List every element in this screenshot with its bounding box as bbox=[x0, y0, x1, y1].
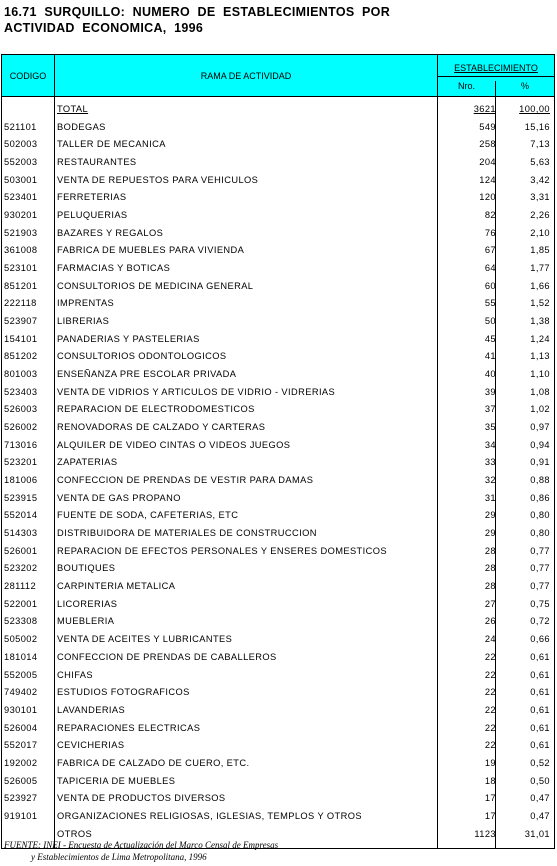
row-codigo: 552017 bbox=[4, 740, 38, 751]
row-pct: 1,24 bbox=[530, 333, 550, 344]
table-row bbox=[2, 172, 554, 190]
row-codigo: 523101 bbox=[4, 263, 38, 274]
row-rama: BAZARES Y REGALOS bbox=[57, 227, 164, 238]
table-row bbox=[2, 437, 554, 455]
row-rama: REPARACIONES ELECTRICAS bbox=[57, 722, 201, 733]
row-nro: 22 bbox=[484, 740, 496, 751]
row-rama: TAPICERIA DE MUEBLES bbox=[57, 775, 176, 786]
row-nro: 29 bbox=[484, 528, 496, 539]
row-codigo: 514303 bbox=[4, 528, 38, 539]
row-pct: 1,38 bbox=[530, 316, 550, 327]
row-codigo: 523403 bbox=[4, 386, 38, 397]
header-pct: % bbox=[520, 81, 529, 91]
row-rama: ORGANIZACIONES RELIGIOSAS, IGLESIAS, TEMPLOS Y OTROS bbox=[57, 810, 362, 821]
row-pct: 0,94 bbox=[530, 439, 550, 450]
row-rama: ESTUDIOS FOTOGRAFICOS bbox=[57, 687, 190, 698]
row-codigo: 523907 bbox=[4, 316, 38, 327]
header-divider bbox=[438, 76, 554, 77]
row-codigo: 523927 bbox=[4, 793, 38, 804]
row-nro: 19 bbox=[484, 757, 496, 768]
row-pct: 0,80 bbox=[530, 528, 550, 539]
table-row bbox=[2, 419, 554, 437]
source-line-2: y Establecimientos de Lima Metropolitana, 1996 bbox=[4, 852, 207, 862]
row-pct: 3,42 bbox=[530, 174, 550, 185]
row-nro: 40 bbox=[484, 369, 496, 380]
row-codigo: 523201 bbox=[4, 457, 38, 468]
table-row bbox=[2, 507, 554, 525]
row-nro: 22 bbox=[484, 722, 496, 733]
row-rama: VENTA DE GAS PROPANO bbox=[57, 492, 181, 503]
row-pct: 0,47 bbox=[530, 793, 550, 804]
row-nro: 35 bbox=[484, 422, 496, 433]
otros-pct: 31,01 bbox=[524, 828, 550, 839]
row-codigo: 526002 bbox=[4, 422, 38, 433]
row-pct: 0,61 bbox=[530, 687, 550, 698]
total-pct: 100,00 bbox=[519, 104, 550, 114]
row-nro: 28 bbox=[484, 545, 496, 556]
row-rama: REPARACION DE ELECTRODOMESTICOS bbox=[57, 404, 255, 415]
row-rama: FARMACIAS Y BOTICAS bbox=[57, 263, 171, 274]
row-rama: LICORERIAS bbox=[57, 598, 118, 609]
row-nro: 24 bbox=[484, 634, 496, 645]
table-row bbox=[2, 189, 554, 207]
table-body bbox=[2, 101, 554, 843]
row-codigo: 523202 bbox=[4, 563, 38, 574]
row-codigo: 523308 bbox=[4, 616, 38, 627]
row-rama: VENTA DE ACEITES Y LUBRICANTES bbox=[57, 634, 233, 645]
table-row bbox=[2, 401, 554, 419]
table-row bbox=[2, 119, 554, 137]
table-row bbox=[2, 578, 554, 596]
row-rama: CONFECCION DE PRENDAS DE CABALLEROS bbox=[57, 651, 277, 662]
row-rama: CARPINTERIA METALICA bbox=[57, 581, 176, 592]
row-rama: IMPRENTAS bbox=[57, 298, 115, 309]
row-nro: 50 bbox=[484, 316, 496, 327]
table-row bbox=[2, 472, 554, 490]
row-nro: 258 bbox=[479, 139, 496, 150]
total-label: TOTAL bbox=[57, 104, 89, 114]
row-nro: 29 bbox=[484, 510, 496, 521]
row-nro: 27 bbox=[484, 598, 496, 609]
row-nro: 17 bbox=[484, 793, 496, 804]
row-pct: 0,77 bbox=[530, 581, 550, 592]
row-nro: 45 bbox=[484, 333, 496, 344]
row-pct: 15,16 bbox=[524, 121, 550, 132]
row-codigo: 851202 bbox=[4, 351, 38, 362]
row-nro: 18 bbox=[484, 775, 496, 786]
row-pct: 0,86 bbox=[530, 492, 550, 503]
row-nro: 67 bbox=[484, 245, 496, 256]
row-nro: 26 bbox=[484, 616, 496, 627]
header-rama: RAMA DE ACTIVIDAD bbox=[55, 55, 438, 96]
row-nro: 22 bbox=[484, 669, 496, 680]
row-codigo: 526004 bbox=[4, 722, 38, 733]
row-pct: 0,61 bbox=[530, 669, 550, 680]
title-line-2: ACTIVIDAD ECONOMICA, 1996 bbox=[4, 21, 204, 35]
header-nro: Nro. bbox=[438, 81, 496, 96]
row-pct: 1,10 bbox=[530, 369, 550, 380]
row-nro: 60 bbox=[484, 280, 496, 291]
table-row bbox=[2, 649, 554, 667]
row-codigo: 552005 bbox=[4, 669, 38, 680]
row-pct: 1,77 bbox=[530, 263, 550, 274]
table-row bbox=[2, 667, 554, 685]
data-table bbox=[1, 54, 555, 849]
row-rama: PELUQUERIAS bbox=[57, 210, 128, 221]
row-pct: 0,61 bbox=[530, 651, 550, 662]
table-row bbox=[2, 278, 554, 296]
row-pct: 0,75 bbox=[530, 598, 550, 609]
row-nro: 41 bbox=[484, 351, 496, 362]
row-nro: 204 bbox=[479, 157, 496, 168]
row-nro: 120 bbox=[479, 192, 496, 203]
row-pct: 0,66 bbox=[530, 634, 550, 645]
row-codigo: 713016 bbox=[4, 439, 38, 450]
row-codigo: 222118 bbox=[4, 298, 37, 309]
row-pct: 1,66 bbox=[530, 280, 550, 291]
row-pct: 0,72 bbox=[530, 616, 550, 627]
header-codigo: CODIGO bbox=[2, 55, 55, 96]
row-codigo: 521101 bbox=[4, 121, 37, 132]
row-codigo: 181006 bbox=[4, 475, 38, 486]
row-pct: 2,26 bbox=[530, 210, 550, 221]
row-nro: 39 bbox=[484, 386, 496, 397]
row-pct: 0,88 bbox=[530, 475, 550, 486]
row-rama: VENTA DE PRODUCTOS DIVERSOS bbox=[57, 793, 226, 804]
row-nro: 33 bbox=[484, 457, 496, 468]
table-row bbox=[2, 737, 554, 755]
row-codigo: 503001 bbox=[4, 174, 38, 185]
row-rama: ALQUILER DE VIDEO CINTAS O VIDEOS JUEGOS bbox=[57, 439, 291, 450]
row-nro: 82 bbox=[484, 210, 496, 221]
row-rama: CEVICHERIAS bbox=[57, 740, 125, 751]
row-nro: 32 bbox=[484, 475, 496, 486]
table-row bbox=[2, 525, 554, 543]
row-pct: 3,31 bbox=[530, 192, 550, 203]
row-rama: PANADERIAS Y PASTELERIAS bbox=[57, 333, 200, 344]
row-nro: 124 bbox=[479, 174, 496, 185]
row-codigo: 526001 bbox=[4, 545, 38, 556]
otros-label: OTROS bbox=[57, 828, 93, 839]
table-row bbox=[2, 631, 554, 649]
row-rama: DISTRIBUIDORA DE MATERIALES DE CONSTRUCCION bbox=[57, 528, 317, 539]
row-nro: 55 bbox=[484, 298, 496, 309]
row-codigo: 523401 bbox=[4, 192, 38, 203]
row-pct: 0,61 bbox=[530, 722, 550, 733]
row-nro: 31 bbox=[484, 492, 496, 503]
row-pct: 0,52 bbox=[530, 757, 550, 768]
row-pct: 0,77 bbox=[530, 563, 550, 574]
row-codigo: 851201 bbox=[4, 280, 38, 291]
row-pct: 0,50 bbox=[530, 775, 550, 786]
row-rama: LAVANDERIAS bbox=[57, 704, 126, 715]
table-row bbox=[2, 154, 554, 172]
table-row bbox=[2, 490, 554, 508]
row-codigo: 521903 bbox=[4, 227, 38, 238]
row-nro: 37 bbox=[484, 404, 496, 415]
otros-nro: 1123 bbox=[474, 828, 496, 839]
row-codigo: 522001 bbox=[4, 598, 38, 609]
row-pct: 0,61 bbox=[530, 740, 550, 751]
row-codigo: 181014 bbox=[4, 651, 38, 662]
table-row bbox=[2, 790, 554, 808]
row-pct: 0,80 bbox=[530, 510, 550, 521]
table-row bbox=[2, 543, 554, 561]
table-row bbox=[2, 136, 554, 154]
row-codigo: 930101 bbox=[4, 704, 38, 715]
table-row bbox=[2, 454, 554, 472]
total-row bbox=[2, 101, 554, 119]
row-pct: 2,10 bbox=[530, 227, 550, 238]
row-pct: 0,91 bbox=[530, 457, 550, 468]
row-codigo: 526005 bbox=[4, 775, 38, 786]
row-pct: 0,47 bbox=[530, 810, 550, 821]
total-nro: 3621 bbox=[473, 104, 496, 114]
row-pct: 1,52 bbox=[530, 298, 550, 309]
row-nro: 22 bbox=[484, 704, 496, 715]
table-row bbox=[2, 207, 554, 225]
row-codigo: 552014 bbox=[4, 510, 38, 521]
row-codigo: 749402 bbox=[4, 687, 38, 698]
row-pct: 1,13 bbox=[530, 351, 550, 362]
table-row bbox=[2, 295, 554, 313]
row-rama: FABRICA DE MUEBLES PARA VIVIENDA bbox=[57, 245, 245, 256]
row-rama: FUENTE DE SODA, CAFETERIAS, ETC bbox=[57, 510, 239, 521]
table-row bbox=[2, 720, 554, 738]
source-line-1: FUENTE: INEI - Encuesta de Actualización del Marco Censal de Empresas bbox=[4, 840, 279, 850]
row-codigo: 154101 bbox=[4, 333, 38, 344]
row-pct: 1,85 bbox=[530, 245, 550, 256]
row-pct: 1,08 bbox=[530, 386, 550, 397]
table-row bbox=[2, 702, 554, 720]
table-row bbox=[2, 384, 554, 402]
row-codigo: 552003 bbox=[4, 157, 38, 168]
row-rama: RESTAURANTES bbox=[57, 157, 137, 168]
table-row bbox=[2, 331, 554, 349]
table-row bbox=[2, 366, 554, 384]
row-pct: 1,02 bbox=[530, 404, 550, 415]
row-codigo: 361008 bbox=[4, 245, 38, 256]
row-codigo: 281112 bbox=[4, 581, 37, 592]
row-nro: 549 bbox=[479, 121, 496, 132]
row-nro: 28 bbox=[484, 563, 496, 574]
row-codigo: 502003 bbox=[4, 139, 38, 150]
table-row bbox=[2, 313, 554, 331]
source-note bbox=[4, 839, 278, 863]
row-nro: 64 bbox=[484, 263, 496, 274]
row-rama: CHIFAS bbox=[57, 669, 93, 680]
row-rama: CONSULTORIOS ODONTOLOGICOS bbox=[57, 351, 227, 362]
table-row bbox=[2, 348, 554, 366]
title-line-1: 16.71 SURQUILLO: NUMERO DE ESTABLECIMIENTOS POR bbox=[4, 5, 391, 19]
row-nro: 22 bbox=[484, 687, 496, 698]
row-codigo: 523915 bbox=[4, 492, 38, 503]
row-rama: FERRETERIAS bbox=[57, 192, 127, 203]
header-establecimiento-group bbox=[438, 55, 554, 96]
table-row bbox=[2, 596, 554, 614]
row-rama: ZAPATERIAS bbox=[57, 457, 118, 468]
table-row bbox=[2, 613, 554, 631]
row-pct: 0,77 bbox=[530, 545, 550, 556]
row-pct: 7,13 bbox=[530, 139, 550, 150]
table-row bbox=[2, 260, 554, 278]
row-rama: MUEBLERIA bbox=[57, 616, 115, 627]
row-nro: 28 bbox=[484, 581, 496, 592]
row-rama: REPARACION DE EFECTOS PERSONALES Y ENSERES DOMESTICOS bbox=[57, 545, 387, 556]
row-rama: LIBRERIAS bbox=[57, 316, 110, 327]
row-rama: VENTA DE VIDRIOS Y ARTICULOS DE VIDRIO - VIDRERIAS bbox=[57, 386, 336, 397]
row-codigo: 526003 bbox=[4, 404, 38, 415]
header-establecimiento: ESTABLECIMIENTO bbox=[454, 63, 538, 73]
row-codigo: 919101 bbox=[4, 810, 38, 821]
row-rama: FABRICA DE CALZADO DE CUERO, ETC. bbox=[57, 757, 250, 768]
row-codigo: 192002 bbox=[4, 757, 38, 768]
row-rama: VENTA DE REPUESTOS PARA VEHICULOS bbox=[57, 174, 259, 185]
table-header bbox=[2, 55, 554, 97]
row-nro: 76 bbox=[484, 227, 496, 238]
table-title bbox=[4, 4, 390, 36]
row-pct: 5,63 bbox=[530, 157, 550, 168]
row-rama: BODEGAS bbox=[57, 121, 106, 132]
row-codigo: 505002 bbox=[4, 634, 38, 645]
table-row bbox=[2, 225, 554, 243]
row-pct: 0,97 bbox=[530, 422, 550, 433]
row-pct: 0,61 bbox=[530, 704, 550, 715]
table-row bbox=[2, 242, 554, 260]
row-rama: CONSULTORIOS DE MEDICINA GENERAL bbox=[57, 280, 254, 291]
row-rama: CONFECCION DE PRENDAS DE VESTIR PARA DAMAS bbox=[57, 475, 314, 486]
row-rama: ENSEÑANZA PRE ESCOLAR PRIVADA bbox=[57, 369, 237, 380]
row-codigo: 801003 bbox=[4, 369, 38, 380]
row-rama: TALLER DE MECANICA bbox=[57, 139, 166, 150]
row-nro: 22 bbox=[484, 651, 496, 662]
row-nro: 17 bbox=[484, 810, 496, 821]
row-rama: RENOVADORAS DE CALZADO Y CARTERAS bbox=[57, 422, 266, 433]
row-rama: BOUTIQUES bbox=[57, 563, 116, 574]
table-row bbox=[2, 755, 554, 773]
row-nro: 34 bbox=[484, 439, 496, 450]
table-row bbox=[2, 684, 554, 702]
table-row bbox=[2, 560, 554, 578]
row-codigo: 930201 bbox=[4, 210, 38, 221]
table-row bbox=[2, 773, 554, 791]
table-row bbox=[2, 808, 554, 826]
